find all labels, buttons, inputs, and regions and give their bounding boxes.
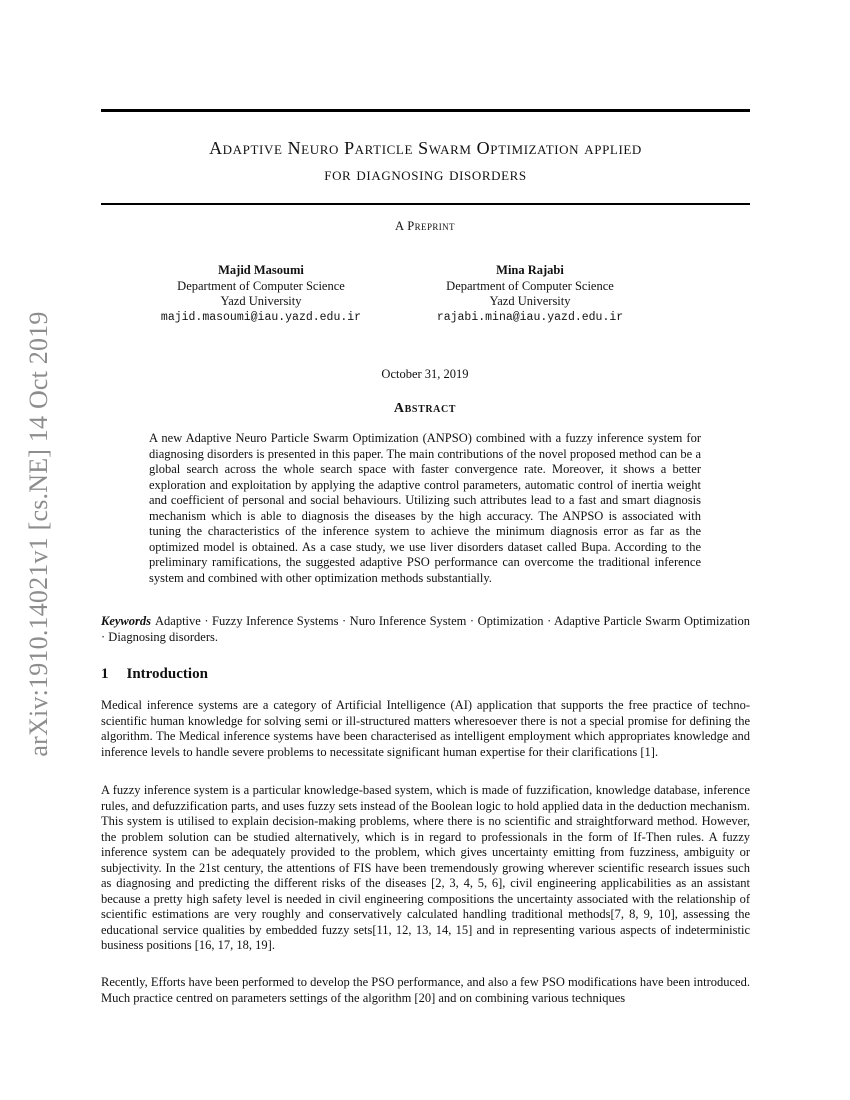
abstract-text: A new Adaptive Neuro Particle Swarm Optimization (ANPSO) combined with a fuzzy inference system for diagnosing disorders is presented in this paper. The main contributions of the novel proposed method can be a global search across the whole search space with faster convergence rate. Moreover, it shows a better exploration and exploitation by applying the adaptive control parameters, automatic control of inertia weight and coefficient of personal and social behaviours. Utilizing such attributes lead to a fast and smart diagnosis mechanism which is able to diagnosis the diseases by the high accuracy. The ANPSO is associated with tuning the characteristics of the inference system to achieve the minimum diagnosis error as far as the optimized model is obtained. As a case study, we use liver disorders dataset called Bupa. According to the preliminary ramifications, the suggested adaptive PSO performance can overcome the traditional inference system and combined with other optimization methods substantially.: [149, 431, 701, 585]
author-name: Majid Masoumi: [218, 263, 304, 277]
abstract-heading: Abstract: [393, 401, 457, 416]
author-email[interactable]: majid.masoumi@iau.yazd.edu.ir: [160, 310, 362, 324]
title-line-1: Adaptive Neuro Particle Swarm Optimization applied: [209, 138, 642, 158]
preprint-label: A Preprint: [395, 219, 455, 233]
paper-title: [101, 135, 750, 187]
arxiv-id: arXiv:1910.14021v1 [cs.NE] 14 Oct 2019: [24, 310, 53, 757]
intro-paragraph-1: Medical inference systems are a category of Artificial Intelligence (AI) application that supports the free practice of techno-scientific human knowledge for solving semi or ill-structured matters wheresoever there is not a special promise for defining the algorithm. The Medical inference systems have been characterised as intelligent employment which appropriates knowledge and inference levels to handle severe problems to necessitate significant human expertise for their clarifications [1].: [101, 698, 750, 759]
section-heading: [101, 666, 208, 683]
title-line-2: for diagnosing disorders: [324, 164, 527, 184]
keywords-text: Adaptive · Fuzzy Inference Systems · Nuro Inference System · Optimization · Adaptive Particle Swarm Optimization · Diagnosing disorders.: [101, 614, 750, 644]
intro-paragraph-2: A fuzzy inference system is a particular knowledge-based system, which is made of fuzzification, knowledge database, inference rules, and defuzzification parts, and uses fuzzy sets instead of the Boolean logic to hold applied data in the deduction mechanism. This system is utilised to explain decision-making problems, where there is no scientific and straightforward method. However, the problem solution can be studied alternatively, which is in regard to professionals in the form of If-Then rules. A fuzzy inference system can be adequately provided to the problem, which gives uncertainty emitting from fuzziness, ambiguity or subjectivity. In the 21st century, the attentions of FIS have been tremendously growing wherever scientific research issues such as diagnosing and predicting the different risks of the diseases [2, 3, 4, 5, 6], civil engineering applicabilities as an assistant because a pretty high safety level is needed in civil engineering compositions the uncertainty associated with the relationship of scientific estimations are very roughly and conservatively calculated handling traditional methods[7, 8, 9, 10], assessing the educational service qualities by embedded fuzzy sets[11, 12, 13, 14, 15] and in representing various aspects of indeterministic business positions [16, 17, 18, 19].: [101, 783, 750, 952]
publication-date: October 31, 2019: [381, 367, 469, 381]
author-department: Department of Computer Science: [446, 278, 614, 293]
author-university: Yazd University: [489, 294, 571, 308]
author-university: Yazd University: [220, 294, 302, 308]
author-block-2: [370, 263, 690, 325]
section-number: 1: [101, 666, 109, 682]
title-rule-top: [101, 109, 750, 112]
author-email[interactable]: rajabi.mina@iau.yazd.edu.ir: [436, 310, 624, 324]
keywords-label: Keywords: [101, 614, 151, 628]
author-department: Department of Computer Science: [177, 278, 345, 293]
title-rule-bottom: [101, 203, 750, 205]
keywords: [101, 614, 750, 645]
intro-paragraph-3: Recently, Efforts have been performed to develop the PSO performance, and also a few PSO modifications have been introduced. Much practice centred on parameters settings of the algorithm [20] and on combining various techniques: [101, 975, 750, 1005]
author-name: Mina Rajabi: [496, 263, 564, 277]
section-title: Introduction: [126, 666, 208, 682]
